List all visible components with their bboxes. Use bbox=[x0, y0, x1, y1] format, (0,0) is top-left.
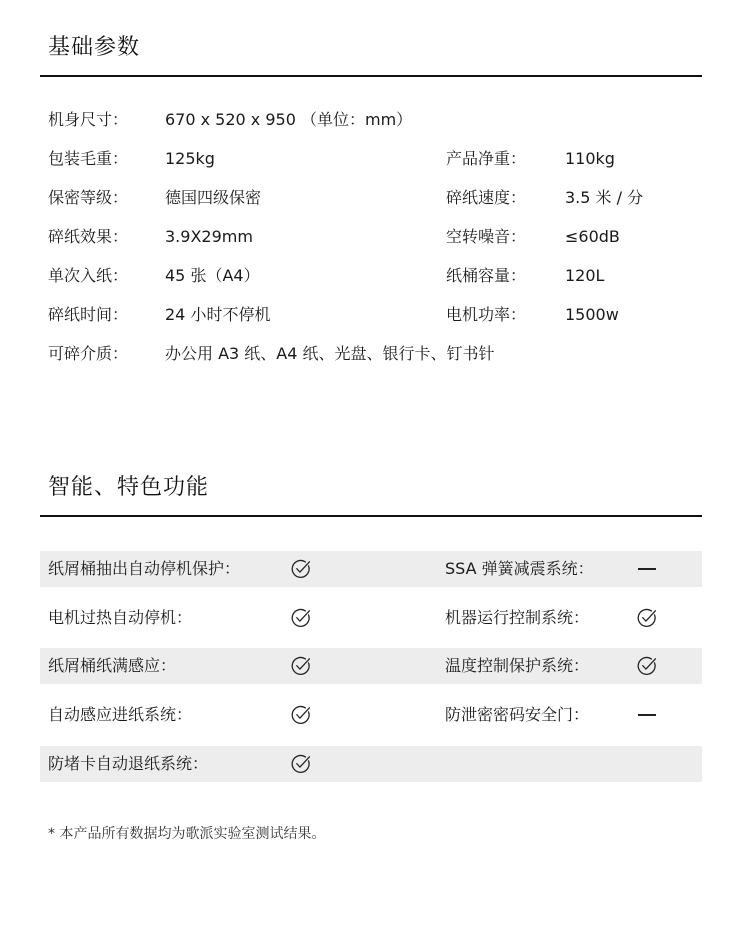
feature-label: 防泄密密码安全门： bbox=[445, 705, 590, 724]
spec-value: ≤60dB bbox=[565, 227, 620, 246]
spec-value: 670 x 520 x 950 （单位：mm） bbox=[165, 110, 413, 129]
spec-label: 保密等级： bbox=[48, 188, 129, 207]
spec-value: 24 小时不停机 bbox=[165, 305, 271, 324]
feature-check-icon bbox=[636, 607, 658, 629]
spec-value: 3.9X29mm bbox=[165, 227, 253, 246]
footnote: * 本产品所有数据均为歌派实验室测试结果。 bbox=[48, 826, 326, 842]
spec-row bbox=[0, 342, 750, 366]
spec-label: 碎纸效果： bbox=[48, 227, 129, 246]
basic-params-divider bbox=[40, 75, 702, 77]
feature-label: 防堵卡自动退纸系统： bbox=[48, 754, 209, 773]
feature-label: 温度控制保护系统： bbox=[445, 656, 590, 675]
spec-row bbox=[0, 264, 750, 288]
spec-label: 包装毛重： bbox=[48, 149, 129, 168]
feature-check-icon bbox=[290, 558, 312, 580]
spec-row bbox=[0, 147, 750, 171]
feature-row bbox=[40, 551, 702, 587]
spec-label: 单次入纸： bbox=[48, 266, 129, 285]
feature-label: 纸屑桶纸满感应： bbox=[48, 656, 177, 675]
spec-value: 120L bbox=[565, 266, 605, 285]
spec-label: 碎纸速度： bbox=[446, 188, 527, 207]
feature-label: SSA 弹簧减震系统： bbox=[445, 559, 594, 578]
spec-row bbox=[0, 303, 750, 327]
spec-value: 1500w bbox=[565, 305, 619, 324]
feature-row bbox=[40, 600, 702, 636]
spec-value: 3.5 米 / 分 bbox=[565, 188, 644, 207]
feature-row bbox=[40, 746, 702, 782]
feature-dash-icon bbox=[636, 558, 658, 580]
spec-row bbox=[0, 108, 750, 132]
spec-value: 110kg bbox=[565, 149, 615, 168]
spec-label: 可碎介质： bbox=[48, 344, 129, 363]
features-divider bbox=[40, 515, 702, 517]
spec-label: 空转噪音： bbox=[446, 227, 527, 246]
spec-label: 纸桶容量： bbox=[446, 266, 527, 285]
feature-check-icon bbox=[290, 607, 312, 629]
feature-label: 自动感应进纸系统： bbox=[48, 705, 193, 724]
spec-row bbox=[0, 225, 750, 249]
feature-check-icon bbox=[636, 655, 658, 677]
spec-value: 45 张（A4） bbox=[165, 266, 260, 285]
spec-label: 产品净重： bbox=[446, 149, 527, 168]
spec-value: 德国四级保密 bbox=[165, 188, 262, 207]
spec-value: 125kg bbox=[165, 149, 215, 168]
feature-row bbox=[40, 648, 702, 684]
feature-label: 纸屑桶抽出自动停机保护： bbox=[48, 559, 241, 578]
feature-check-icon bbox=[290, 704, 312, 726]
spec-label: 电机功率： bbox=[446, 305, 527, 324]
basic-params-title: 基础参数 bbox=[48, 35, 141, 60]
spec-value: 办公用 A3 纸、A4 纸、光盘、银行卡、钉书针 bbox=[165, 344, 495, 363]
feature-label: 机器运行控制系统： bbox=[445, 608, 590, 627]
feature-check-icon bbox=[290, 753, 312, 775]
spec-label: 碎纸时间： bbox=[48, 305, 129, 324]
feature-dash-icon bbox=[636, 704, 658, 726]
feature-label: 电机过热自动停机： bbox=[48, 608, 193, 627]
spec-row bbox=[0, 186, 750, 210]
spec-label: 机身尺寸： bbox=[48, 110, 129, 129]
features-title: 智能、特色功能 bbox=[48, 475, 210, 500]
feature-row bbox=[40, 697, 702, 733]
feature-check-icon bbox=[290, 655, 312, 677]
